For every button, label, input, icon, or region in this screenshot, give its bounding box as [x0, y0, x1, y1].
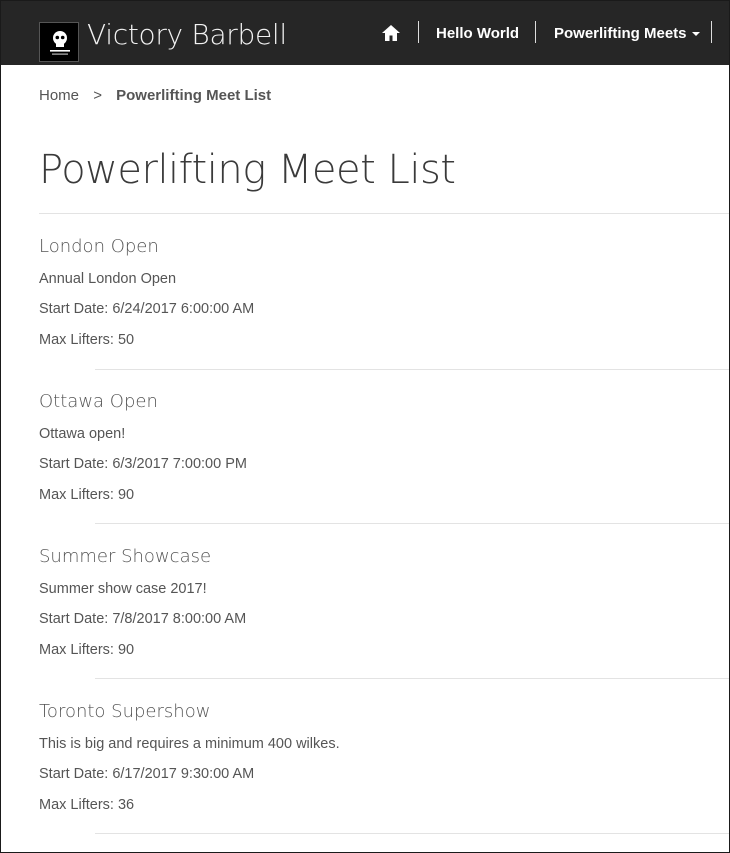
- meet-start-date: Start Date: 6/3/2017 7:00:00 PM: [39, 456, 247, 472]
- nav-divider: [535, 21, 536, 43]
- meet-name[interactable]: Ottawa Open: [39, 391, 158, 412]
- meet-max-lifters: Max Lifters: 90: [39, 487, 135, 503]
- meet-description: This is big and requires a minimum 400 wilkes.: [39, 736, 340, 752]
- meet-description: Annual London Open: [39, 271, 177, 287]
- meet-max-lifters: Max Lifters: 50: [39, 332, 135, 348]
- breadcrumb-separator: >: [93, 87, 102, 104]
- meet-description: Summer show case 2017!: [39, 581, 207, 597]
- brand-logo[interactable]: [39, 22, 79, 62]
- meet-name[interactable]: Toronto Supershow: [39, 701, 211, 722]
- page-title: Powerlifting Meet List: [39, 147, 456, 193]
- meet-divider: [95, 523, 729, 524]
- skull-logo-icon: [40, 23, 80, 63]
- meet-start-date: Start Date: 6/24/2017 6:00:00 AM: [39, 301, 255, 317]
- brand-name[interactable]: Victory Barbell: [87, 18, 287, 51]
- home-icon: [381, 23, 401, 43]
- title-divider: [39, 213, 729, 214]
- meet-name[interactable]: Summer Showcase: [39, 546, 212, 567]
- nav-powerlifting-meets-dropdown[interactable]: [554, 25, 700, 42]
- breadcrumb-home-link[interactable]: Home: [39, 87, 80, 104]
- nav-divider: [418, 21, 419, 43]
- nav-divider: [711, 21, 712, 43]
- meet-divider: [95, 678, 729, 679]
- meet-start-date: Start Date: 6/17/2017 9:30:00 AM: [39, 766, 255, 782]
- meet-name[interactable]: London Open: [39, 236, 159, 257]
- meet-start-date: Start Date: 7/8/2017 8:00:00 AM: [39, 611, 247, 627]
- home-nav-button[interactable]: [381, 23, 401, 43]
- breadcrumb: [39, 87, 271, 104]
- top-navbar: [1, 1, 729, 65]
- nav-dropdown-label: Powerlifting Meets: [554, 25, 687, 42]
- meet-max-lifters: Max Lifters: 36: [39, 797, 135, 813]
- meet-divider: [95, 369, 729, 370]
- meet-max-lifters: Max Lifters: 90: [39, 642, 135, 658]
- breadcrumb-current: Powerlifting Meet List: [116, 87, 272, 104]
- caret-down-icon: [692, 32, 700, 36]
- meet-divider: [95, 833, 729, 834]
- nav-hello-world-link[interactable]: Hello World: [436, 25, 520, 42]
- meet-description: Ottawa open!: [39, 426, 126, 442]
